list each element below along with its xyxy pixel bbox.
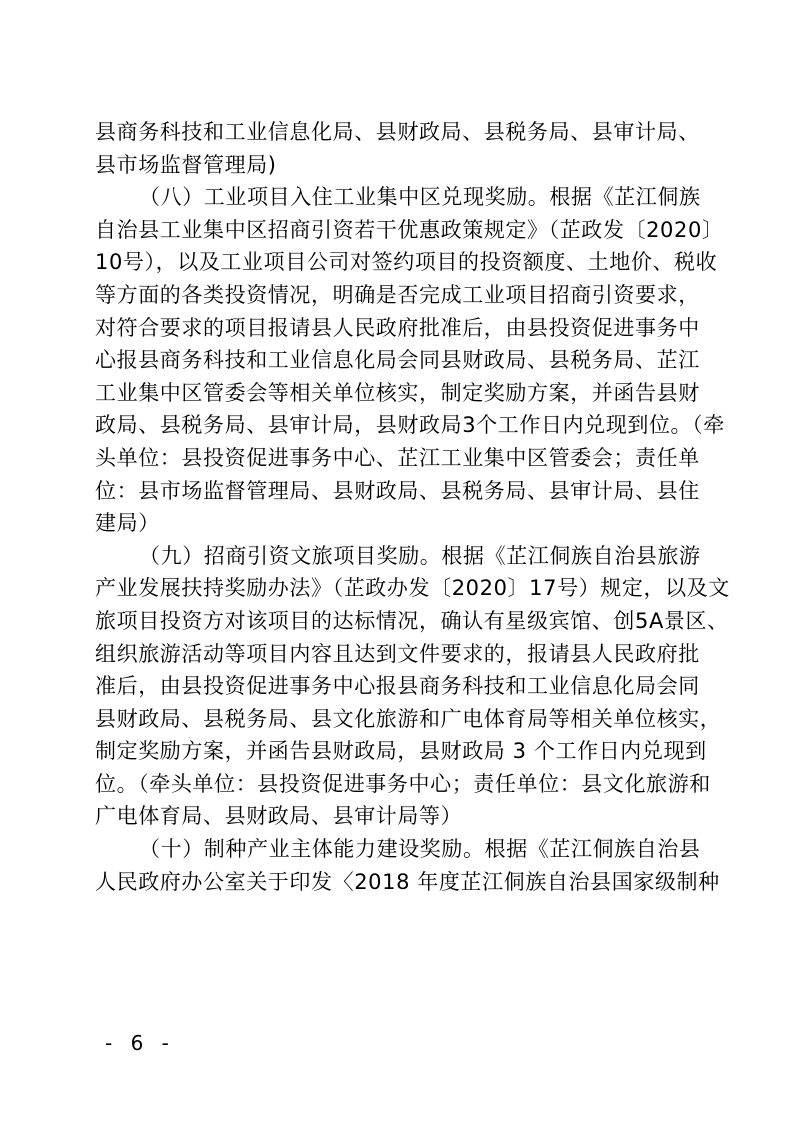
text-line: 组织旅游活动等项目内容且达到文件要求的，报请县人民政府批	[95, 641, 700, 666]
text-line: 旅项目投资方对该项目的达标情况，确认有星级宾馆、创5A景区、	[95, 608, 729, 633]
text-line: 制定奖励方案，并函告县财政局，县财政局 3 个工作日内兑现到	[95, 739, 707, 764]
text-line: 位：县市场监督管理局、县财政局、县税务局、县审计局、县住	[95, 478, 700, 503]
text-line: 县财政局、县税务局、县文化旅游和广电体育局等相关单位核实，	[95, 706, 722, 731]
text-line: 广电体育局、县财政局、县审计局等）	[95, 804, 463, 829]
text-line: 政局、县税务局、县审计局，县财政局3个工作日内兑现到位。（牵	[95, 413, 725, 438]
text-line: 头单位：县投资促进事务中心、芷江工业集中区管委会；责任单	[95, 445, 700, 470]
text-line: 人民政府办公室关于印发〈2018 年度芷江侗族自治县国家级制种	[95, 869, 720, 894]
section-heading-line: （八）工业项目入住工业集中区兑现奖励。根据《芷江侗族	[139, 185, 701, 210]
text-line: 心报县商务科技和工业信息化局会同县财政局、县税务局、芷江	[95, 348, 700, 373]
text-line: 10号），以及工业项目公司对签约项目的投资额度、土地价、税收	[95, 250, 718, 275]
text-line: 工业集中区管委会等相关单位核实，制定奖励方案，并函告县财	[95, 380, 700, 405]
text-line: 准后，由县投资促进事务中心报县商务科技和工业信息化局会同	[95, 674, 700, 699]
document-body	[95, 116, 730, 898]
text-line: 自治县工业集中区招商引资若干优惠政策规定》（芷政发〔2020〕	[95, 217, 724, 242]
text-line: 等方面的各类投资情况，明确是否完成工业项目招商引资要求，	[95, 282, 700, 307]
text-line: 产业发展扶持奖励办法》（芷政办发〔2020〕17号）规定，以及文	[95, 576, 730, 601]
text-line: 建局）	[95, 511, 160, 536]
text-line: 县商务科技和工业信息化局、县财政局、县税务局、县审计局、	[95, 120, 700, 144]
section-heading-line: （十）制种产业主体能力建设奖励。根据《芷江侗族自治县	[139, 837, 701, 862]
text-line: 位。（牵头单位：县投资促进事务中心；责任单位：县文化旅游和	[95, 771, 711, 796]
section-heading-line: （九）招商引资文旅项目奖励。根据《芷江侗族自治县旅游	[139, 543, 701, 568]
text-line: 县市场监督管理局)	[95, 152, 277, 177]
page-number: - 6 -	[105, 1031, 175, 1055]
text-line: 对符合要求的项目报请县人民政府批准后，由县投资促进事务中	[95, 315, 700, 340]
